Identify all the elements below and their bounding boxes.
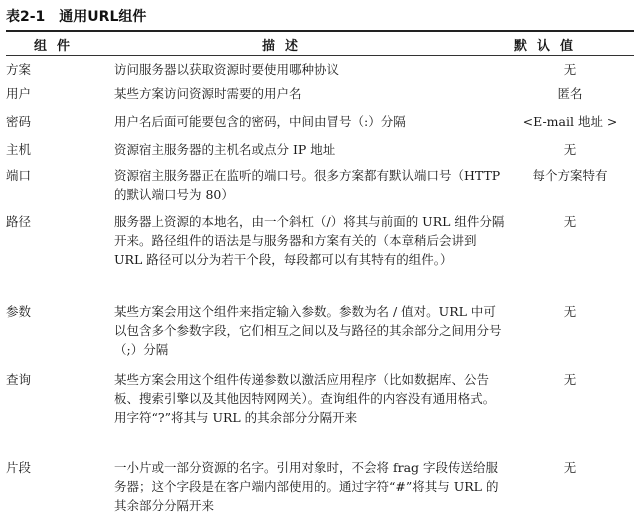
cell-component: 方案 <box>6 62 32 77</box>
cell-description: 资源宿主服务器的主机名或点分 IP 地址 <box>114 142 336 157</box>
cell-default: 匿名 <box>557 86 583 101</box>
table-row <box>6 211 634 301</box>
cell-default: 无 <box>563 372 577 387</box>
cell-description: 用户名后面可能要包含的密码，中间由冒号（:）分隔 <box>114 114 406 129</box>
header-rule <box>6 55 634 56</box>
cell-description: 资源宿主服务器正在监听的端口号。很多方案都有默认端口号（HTTP 的默认端口号为 80） <box>114 168 501 202</box>
table-number: 表2-1 <box>6 9 46 25</box>
cell-component: 查询 <box>6 372 32 387</box>
cell-component: 密码 <box>6 114 32 129</box>
cell-default: <E-mail 地址 > <box>522 114 618 129</box>
header-default: 默认值 <box>514 39 584 54</box>
cell-default: 无 <box>563 304 577 319</box>
cell-default: 无 <box>563 142 577 157</box>
top-rule <box>6 30 634 32</box>
table-row <box>6 301 634 369</box>
cell-component: 参数 <box>6 304 32 319</box>
cell-component: 路径 <box>6 214 32 229</box>
cell-component: 主机 <box>6 142 32 157</box>
header-component: 组件 <box>34 39 81 54</box>
table-title: 通用URL组件 <box>59 9 147 25</box>
cell-description: 某些方案会用这个组件来指定输入参数。参数为名 / 值对。URL 中可以包含多个参数字段，它们相互之间以及与路径的其余部分之间用分号（;）分隔 <box>114 304 502 357</box>
cell-component: 片段 <box>6 460 32 475</box>
cell-description: 某些方案会用这个组件传递参数以激活应用程序（比如数据库、公告板、搜索引擎以及其他因特网网关）。查询组件的内容没有通用格式。用字符“?”将其与 URL 的其余部分分隔开来 <box>114 372 496 425</box>
table-row <box>6 165 634 211</box>
table-row <box>6 457 634 519</box>
cell-default: 每个方案特有 <box>532 168 608 183</box>
cell-component: 用户 <box>6 86 32 101</box>
table-row <box>6 57 634 83</box>
cell-description: 某些方案访问资源时需要的用户名 <box>114 86 302 101</box>
table-caption <box>6 6 146 26</box>
header-description: 描述 <box>262 39 309 54</box>
table-row <box>6 369 634 457</box>
cell-default: 无 <box>563 214 577 229</box>
cell-default: 无 <box>563 460 577 475</box>
table-row <box>6 111 634 139</box>
cell-description: 一小片或一部分资源的名字。引用对象时，不会将 frag 字段传送给服务器；这个字段是在客户端内部使用的。通过字符“#”将其与 URL 的其余部分分隔开来 <box>114 460 499 513</box>
table-row <box>6 83 634 111</box>
cell-description: 服务器上资源的本地名，由一个斜杠（/）将其与前面的 URL 组件分隔开来。路径组件的语法是与服务器和方案有关的（本章稍后会讲到 URL 路径可以分为若干个段，每段都可以有其特有的组件。） <box>114 214 505 267</box>
url-components-table <box>6 57 634 519</box>
cell-default: 无 <box>563 62 577 77</box>
cell-component: 端口 <box>6 168 32 183</box>
cell-description: 访问服务器以获取资源时要使用哪种协议 <box>114 62 340 77</box>
table-row <box>6 139 634 165</box>
